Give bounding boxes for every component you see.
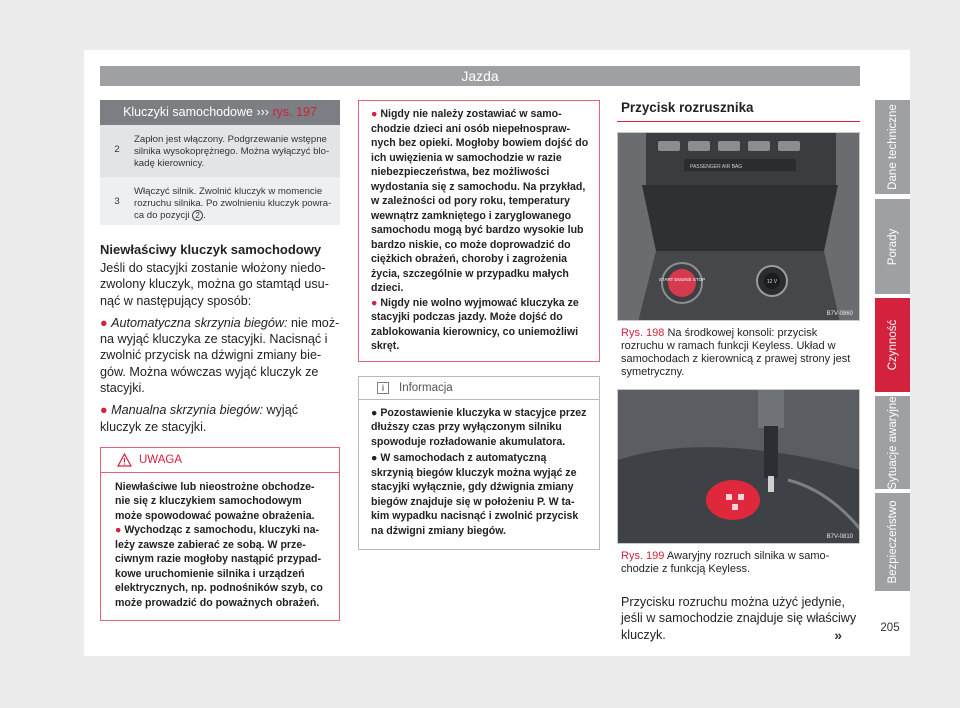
info-body <box>359 400 599 550</box>
info-item-text: Pozostawienie kluczyka w stacyjce przez dłuższy czas przy wyłączonym silniku spowoduje rozładowanie akumulatora. <box>371 406 587 448</box>
bullet-icon: ● <box>115 524 122 537</box>
column-middle <box>358 100 600 550</box>
tab-bezpieczenstwo[interactable] <box>875 493 910 591</box>
info-item <box>371 406 589 450</box>
page-number: 205 <box>880 622 900 634</box>
info-title: Informacja <box>399 381 453 394</box>
ref-arrow: ››› <box>256 105 269 119</box>
item-label: Manualna skrzynia biegów: <box>111 403 264 418</box>
tab-label: Dane techniczne <box>886 104 899 190</box>
socket-text: 12 V <box>766 279 778 285</box>
warning-title: UWAGA <box>139 453 183 466</box>
row-text-end: . <box>203 210 206 221</box>
info-item-text: W samochodach z automatyczną skrzynią biegów kluczyk można wyjąć ze stacyjki wyłącznie, gdy dźwignia zmiany biegów znajduje się w położeniu P. W takim wypadku nacisnąć i zwolnić przycisk na dźwigni zmiany biegów. <box>371 452 579 537</box>
warning-item-text: Wychodząc z samochodu, kluczyki należy zawsze zabierać ze sobą. W przeciwnym razie mogłoby nastąpić przypadkowe uruchomienie silnika i urządzeń elektrycznych, np. podnośników szyb, co może prowadzić do poważnych obrażeń. <box>115 524 323 609</box>
tab-dane-techniczne[interactable] <box>875 100 910 194</box>
caption-text: Na środkowej konsoli: przycisk rozruchu w ramach funkcji Keyless. Układ w samochodach z kierownicą z prawej strony jest symetryczny. <box>621 327 851 378</box>
table-title: Kluczyki samochodowe <box>123 105 253 119</box>
warning-body <box>101 473 339 621</box>
figure-caption <box>617 550 860 576</box>
warning-header <box>101 448 339 473</box>
warning-item <box>115 523 325 610</box>
bullet-icon: ● <box>100 403 108 418</box>
list-item <box>100 315 340 396</box>
warning-item <box>371 107 589 296</box>
list-item <box>100 402 340 435</box>
figure-code: B7V-0860 <box>826 311 853 317</box>
item-text: nie można wyjąć kluczyka ze stacyjki. Nacisnąć i zwolnić przycisk na dźwigni zmiany biegów. Można wówczas wyjąć kluczyk ze stacyjki. <box>100 315 340 396</box>
console-illustration <box>618 133 860 321</box>
section-title: Niewłaściwy kluczyk samochodowy <box>100 242 322 257</box>
row-text: Zapłon jest włączony. Podgrzewanie wstępne silnika wysokoprężnego. Można wyłączyć blokadę kierownicy. <box>134 134 330 169</box>
info-icon: i <box>377 382 389 394</box>
tab-czynnosc[interactable] <box>875 298 910 392</box>
chapter-header: Jazda <box>100 66 860 86</box>
table-row <box>100 125 340 177</box>
continue-arrow-icon: » <box>834 626 842 643</box>
tab-label: Sytuacje awaryjne <box>886 395 899 490</box>
warning-item-text: Nigdy nie wolno wyjmować kluczyka ze stacyjki podczas jazdy. Może dojść do zablokowania kierownicy, co uniemożliwi skręt. <box>371 296 579 352</box>
caption-text: Awaryjny rozruch silnika w samochodzie z funkcją Keyless. <box>621 550 830 575</box>
bullet-icon: ● <box>371 452 378 464</box>
figure-code: B7V-0810 <box>826 534 853 540</box>
warning-item <box>371 296 589 354</box>
section-title: Przycisk rozrusznika <box>617 100 860 122</box>
row-number: 3 <box>114 196 120 207</box>
table-row <box>100 177 340 225</box>
warning-intro: Niewłaściwe lub nieostrożne obchodzenie się z kluczykiem samochodowym może spowodować poważne obrażenia. <box>115 480 315 522</box>
tab-porady[interactable] <box>875 199 910 294</box>
emergency-start-illustration <box>618 390 860 544</box>
tab-label: Czynność <box>886 319 899 371</box>
figure-label: Rys. 199 <box>621 550 665 562</box>
bullet-icon: ● <box>100 315 108 330</box>
figure-label: Rys. 198 <box>621 327 665 339</box>
tab-label: Bezpieczeństwo <box>886 500 899 584</box>
warning-box <box>100 447 340 622</box>
column-right <box>617 100 860 643</box>
item-text: wyjąć kluczyk ze stacyjki. <box>100 403 299 434</box>
bullet-icon: ● <box>371 406 378 419</box>
bullet-icon: ● <box>371 296 378 309</box>
bullet-icon: ● <box>371 108 378 120</box>
info-box <box>358 376 600 551</box>
row-text <box>134 186 332 221</box>
start-button-text: START ENGINE STOP <box>658 277 706 282</box>
section-text: Przycisku rozruchu można użyć jedynie, jeśli w samochodzie znajduje się właściwy kluczyk. <box>621 595 857 642</box>
info-header <box>359 377 599 400</box>
table-figure-ref[interactable]: rys. 197 <box>272 105 317 119</box>
info-item <box>371 451 589 538</box>
position-circle: 2 <box>192 210 203 221</box>
tab-label: Porady <box>886 228 899 265</box>
warning-item-text: Nigdy nie należy zostawiać w samochodzie dzieci ani osób niepełnosprawnych bez opieki. Mogłoby bowiem dojść do ich uwięzienia w samochodzie w razie niebezpieczeństwa, bez możliwości wydostania się z samochodu. Na przykład, w zależności od pory roku, temperatury wewnątrz zamkniętego i zaryglowanego samochodu mogą być bardzo wysokie lub bardzo niskie, co może doprowadzić do ciężkich obrażeń, choroby i zagrożenia życia, szczególnie w przypadku małych dzieci. <box>371 108 589 294</box>
tab-sytuacje-awaryjne[interactable] <box>875 396 910 489</box>
figure-emergency-start <box>617 389 860 544</box>
warning-triangle-icon <box>117 453 132 467</box>
airbag-panel-text: PASSENGER AIR BAG <box>690 164 743 170</box>
section-intro: Jeśli do stacyjki zostanie włożony niedozwolony kluczyk, można go stamtąd usunąć w następujący sposób: <box>100 261 329 308</box>
figure-caption <box>617 327 860 379</box>
column-left <box>100 100 340 621</box>
row-number: 2 <box>114 144 120 155</box>
warning-continuation-box <box>358 100 600 362</box>
figure-start-button <box>617 132 860 321</box>
item-label: Automatyczna skrzynia biegów: <box>111 315 288 330</box>
table-header <box>100 100 340 125</box>
row-text-part: Włączyć silnik. Zwolnić kluczyk w momencie rozruchu silnika. Po zwolnieniu kluczyk powraca do pozycji <box>134 186 332 221</box>
